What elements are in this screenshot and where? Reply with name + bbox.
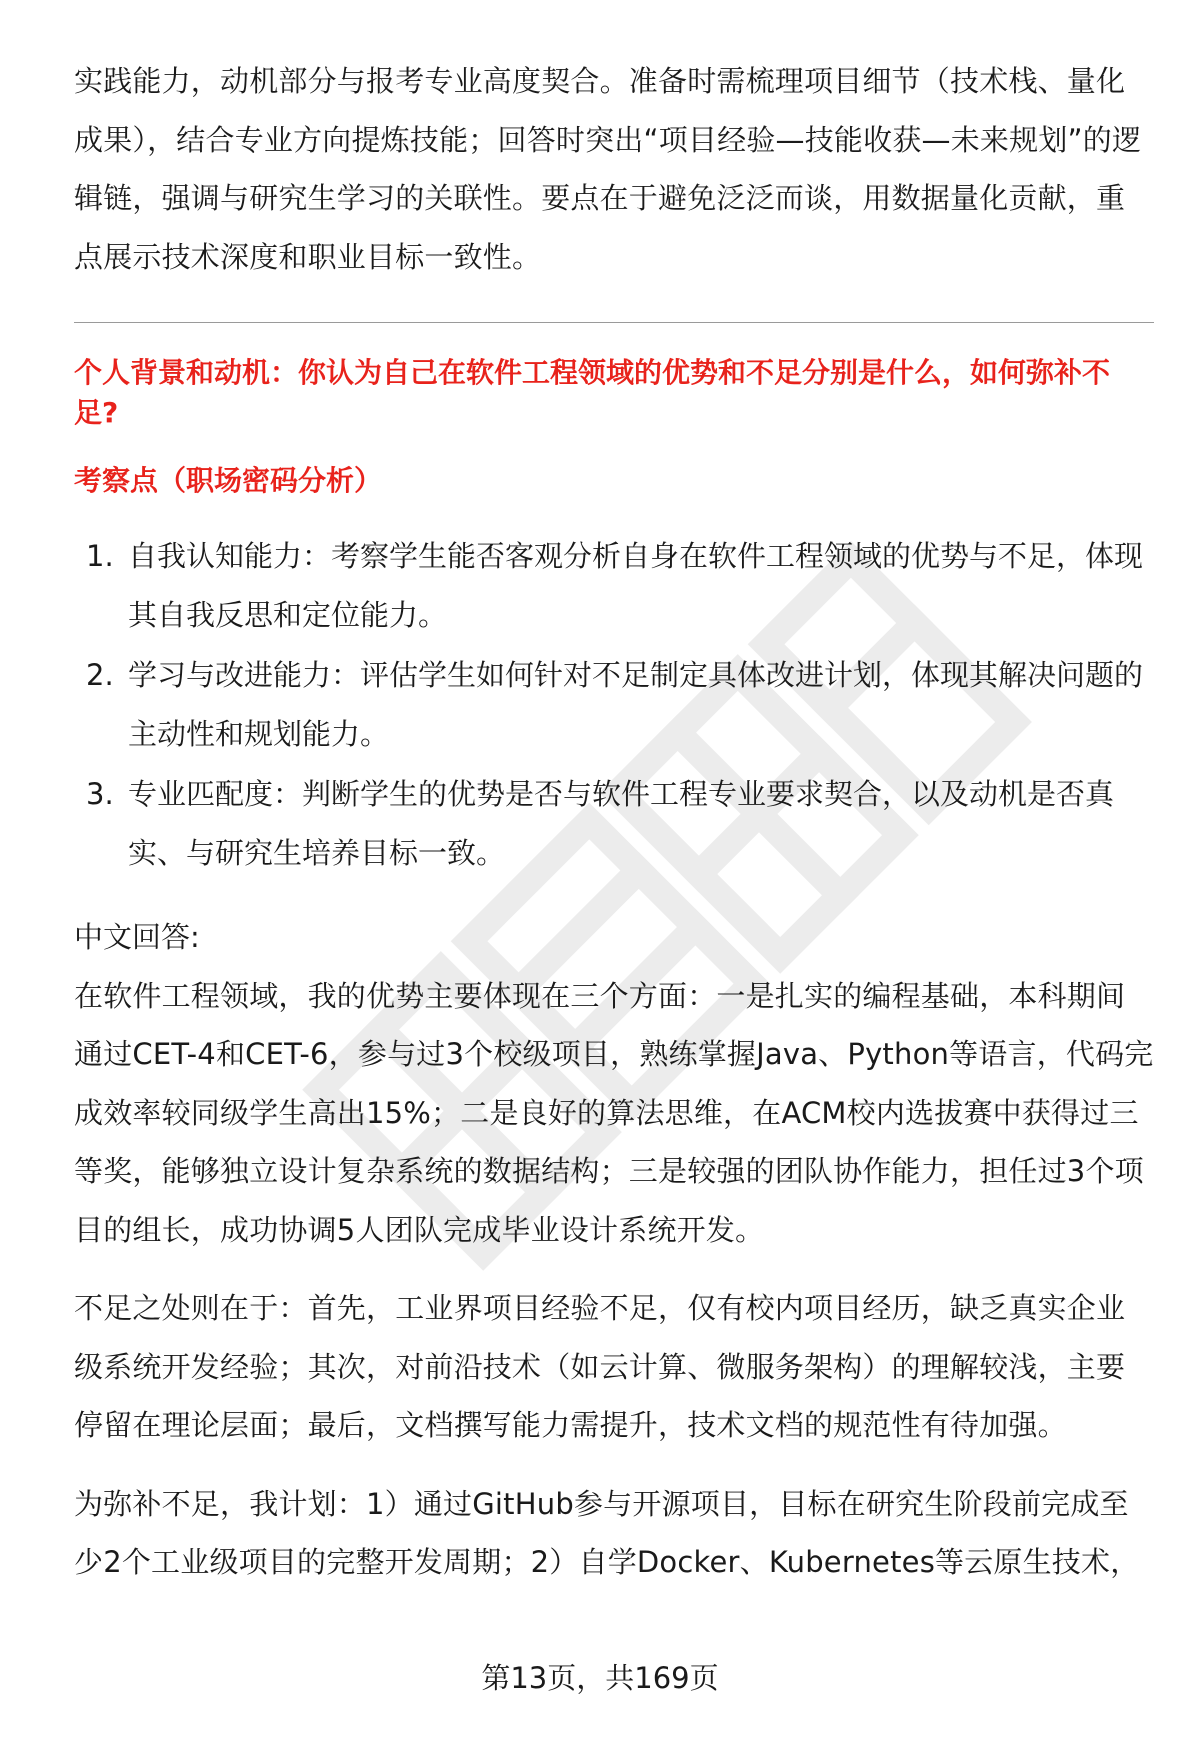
focus-heading: 考察点（职场密码分析）: [74, 464, 383, 497]
answer-paragraph-weaknesses: 不足之处则在于：首先，工业界项目经验不足，仅有校内项目经历，缺乏真实企业级系统开发经验；其次，对前沿技术（如云计算、微服务架构）的理解较浅，主要停留在理论层面；最后，文档撰写能力需提升，技术文档的规范性有待加强。: [74, 1291, 1126, 1442]
answer-paragraph-strengths: 在软件工程领域，我的优势主要体现在三个方面：一是扎实的编程基础，本科期间通过CET-4和CET-6，参与过3个校级项目，熟练掌握Java、Python等语言，代码完成效率较同级学生高出15%；二是良好的算法思维，在ACM校内选拔赛中获得过三等奖，能够独立设计复杂系统的数据结构；三是较强的团队协作能力，担任过3个项目的组长，成功协调5人团队完成毕业设计系统开发。: [74, 978, 1154, 1247]
list-item: [74, 765, 1154, 882]
answer-label: 中文回答:: [74, 920, 200, 954]
page-number-footer: 第13页，共169页: [481, 1661, 719, 1695]
answer-paragraph-plan: 为弥补不足，我计划：1）通过GitHub参与开源项目，目标在研究生阶段前完成至少2个工业级项目的完整开发周期；2）自学Docker、Kubernetes等云原生技术，: [74, 1486, 1140, 1579]
list-item-text: 自我认知能力：考察学生能否客观分析自身在软件工程领域的优势与不足，体现其自我反思和定位能力。: [128, 539, 1144, 632]
list-item-text: 学习与改进能力：评估学生如何针对不足制定具体改进计划，体现其解决问题的主动性和规划能力。: [128, 658, 1144, 751]
list-item-text: 专业匹配度：判断学生的优势是否与软件工程专业要求契合，以及动机是否真实、与研究生培养目标一致。: [128, 777, 1115, 870]
assessment-points-list: [74, 527, 1154, 882]
question-heading: 个人背景和动机：你认为自己在软件工程领域的优势和不足分别是什么，如何弥补不足?: [74, 356, 1111, 429]
section-divider: [74, 322, 1154, 323]
list-item-number: 2.: [86, 658, 114, 692]
intro-paragraph: 实践能力，动机部分与报考专业高度契合。准备时需梳理项目细节（技术栈、量化成果），结合专业方向提炼技能；回答时突出“项目经验—技能收获—未来规划”的逻辑链，强调与研究生学习的关联性。要点在于避免泛泛而谈，用数据量化贡献，重点展示技术深度和职业目标一致性。: [74, 64, 1142, 274]
page-content: [74, 52, 1154, 1592]
list-item-number: 1.: [86, 539, 114, 573]
list-item-number: 3.: [86, 777, 114, 811]
list-item: [74, 646, 1154, 763]
list-item: [74, 527, 1154, 644]
